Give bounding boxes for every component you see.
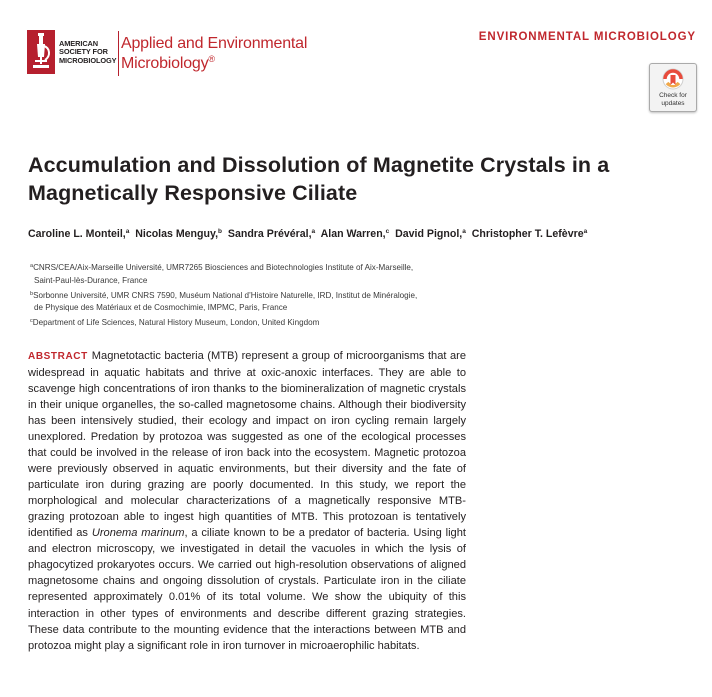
author: Alan Warren,$^c$ (320, 228, 390, 240)
affiliation: $^a$CNRS/CEA/Aix-Marseille Université, UMR7265 Biosciences and Biotechnologies Institute of Aix-Marseille, Saint-Paul-lès-Durance, France (30, 263, 414, 285)
author: Christopher T. Lefèvre$^a$ (471, 228, 588, 240)
crossmark-icon (661, 67, 685, 93)
author: David Pignol,$^a$ (395, 228, 466, 240)
author-list (28, 228, 668, 240)
author: Sandra Prévéral,$^a$ (227, 228, 316, 240)
affiliation: $^b$Sorbonne Université, UMR CNRS 7590, Muséum National d’Histoire Naturelle, IRD, Institut de Minéralogie, de Physique des Matériaux et de Cosmochimie, IMPMC, Paris, France (30, 290, 418, 313)
abstract-label: ABSTRACT (28, 351, 88, 362)
author: Caroline L. Monteil,$^a$ (28, 228, 130, 240)
affiliation: $^c$Department of Life Sciences, Natural History Museum, London, United Kingdom (30, 318, 320, 327)
logo-divider (118, 31, 119, 76)
microscope-icon (27, 30, 55, 74)
abstract: ABSTRACT Magnetotactic bacteria (MTB) represent a group of microorganisms that are widespread in aquatic habitats and thrive at oxic-anoxic interfaces. They are able to scavenge high concentrations of iron thanks to the biomineralization of magnetic crystals in their unique organelles, the so-called magnetosome chains. Although their biodiversity has been intensively studied, their ecology and impact on iron cycling remain largely unexplored. Predation by protozoa was suggested as one of the ecological processes that could be involved in the release of iron back into the ecosystem. Magnetic protozoa were previously observed in aquatic environments, but their diversity and the fate of particulate iron during grazing are poorly documented. In this study, we report the morphological and molecular characterizations of a magnetically responsive MTB-grazing protozoan able to ingest high quantities of MTB. This protozoan is tentatively identified as Uronema marinum, a ciliate known to be a predator of bacteria. Using light and electron microscopy, we investigated in detail the vacuoles in which the lysis of phagocytized prokaryotes occurs. We carried out high-resolution observations of aligned magnetosome chains and ongoing dissolution of crystals. Particulate iron in the ciliate represented approximately 0.01% of its total volume. We show the ubiquity of this interaction in other types of environments and describe different grazing strategies. These data contribute to the mounting evidence that the interactions between MTB and protozoa might play a significant role in iron turnover in microaerophilic habitats. (28, 350, 466, 652)
article-title: Accumulation and Dissolution of Magnetite Crystals in a Magnetically Responsive Ciliate (28, 153, 610, 205)
affiliations (30, 262, 490, 332)
asm-logo (27, 30, 121, 76)
species-name: Uronema marinum (91, 527, 185, 540)
journal-name: Applied and Environmental Microbiology® (121, 35, 308, 72)
check-for-updates-label: Check for updates (659, 92, 687, 107)
check-for-updates-button[interactable] (649, 63, 697, 112)
author: Nicolas Menguy,$^b$ (135, 228, 223, 240)
section-label: ENVIRONMENTAL MICROBIOLOGY (478, 31, 696, 43)
publisher-name: AMERICAN SOCIETY FOR MICROBIOLOGY (59, 39, 117, 65)
